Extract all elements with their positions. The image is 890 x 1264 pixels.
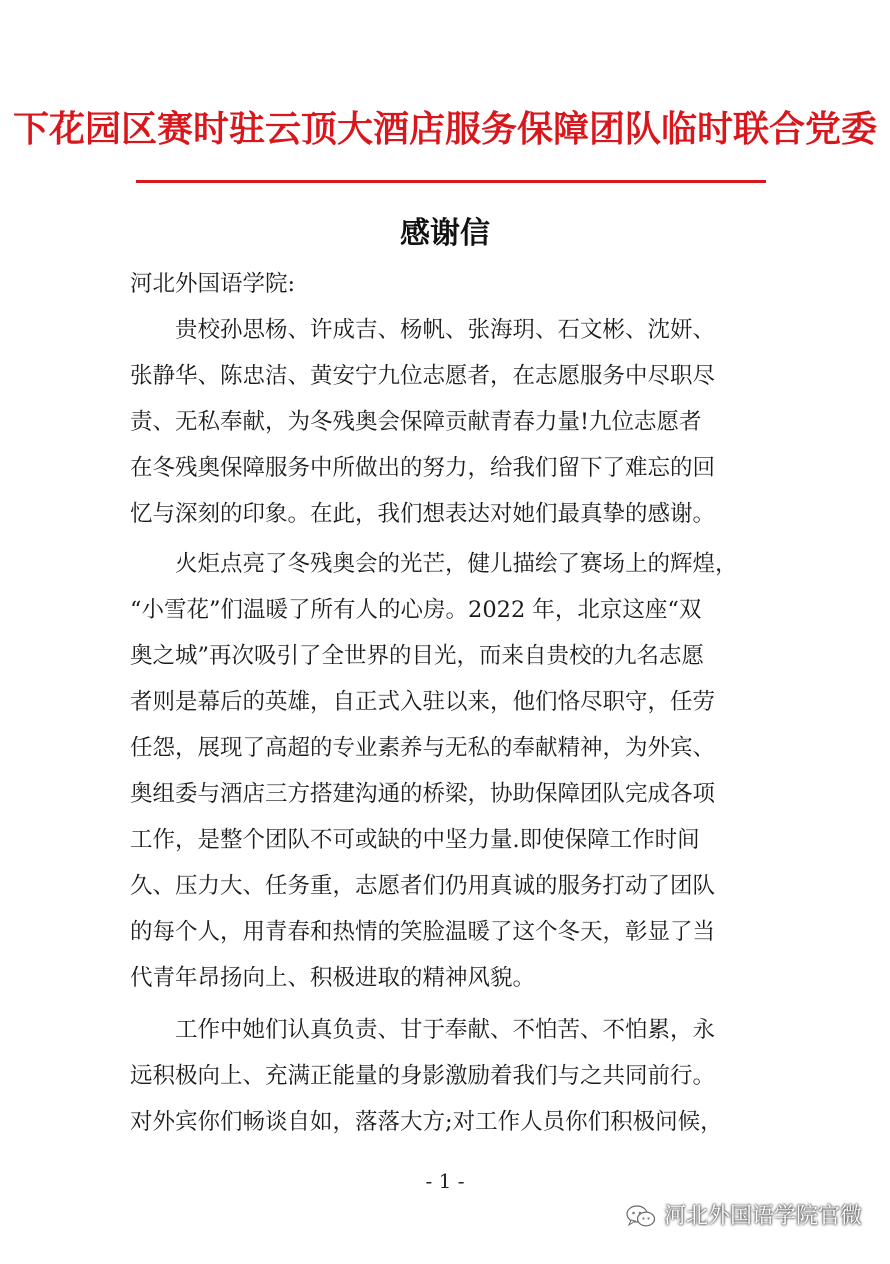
body-line: 张静华、陈忠洁、黄安宁九位志愿者，在志愿服务中尽职尽: [130, 363, 716, 389]
salutation: 河北外国语学院:: [130, 271, 296, 297]
body-line: 工作，是整个团队不可或缺的中坚力量.即使保障工作时间: [130, 827, 700, 853]
body-line: 远积极向上、充满正能量的身影激励着我们与之共同前行。: [130, 1063, 716, 1089]
header-red-rule: [136, 180, 766, 183]
body-line: 责、无私奉献，为冬残奥会保障贡献青春力量!九位志愿者: [130, 409, 702, 435]
body-line: 奥之城”再次吸引了全世界的目光，而来自贵校的九名志愿: [130, 643, 705, 669]
body-line: “小雪花”们温暖了所有人的心房。2022 年，北京这座“双: [130, 597, 702, 623]
source-watermark: [626, 1202, 862, 1232]
document-title: 感谢信: [400, 216, 490, 251]
issuing-organization-title: 下花园区赛时驻云顶大酒店服务保障团队临时联合党委: [12, 109, 877, 150]
body-line: 的每个人，用青春和热情的笑脸温暖了这个冬天，彰显了当: [130, 919, 716, 945]
body-line: 奥组委与酒店三方搭建沟通的桥梁，协助保障团队完成各项: [130, 781, 716, 807]
body-line: 任怨，展现了高超的专业素养与无私的奉献精神，为外宾、: [130, 735, 716, 761]
body-line: 对外宾你们畅谈自如，落落大方;对工作人员你们积极问候，: [130, 1109, 723, 1135]
body-line: 在冬残奥保障服务中所做出的努力，给我们留下了难忘的回: [130, 455, 716, 481]
watermark-text: 河北外国语学院官微: [663, 1204, 862, 1229]
body-line: 者则是幕后的英雄，自正式入驻以来，他们恪尽职守，任劳: [130, 689, 716, 715]
wechat-icon: [626, 1204, 656, 1230]
body-line: 久、压力大、任务重，志愿者们仍用真诚的服务打动了团队: [130, 873, 716, 899]
body-line: 工作中她们认真负责、甘于奉献、不怕苦、不怕累，永: [175, 1017, 716, 1043]
body-line: 贵校孙思杨、许成吉、杨帆、张海玥、石文彬、沈妍、: [175, 317, 716, 343]
body-line: 代青年昂扬向上、积极进取的精神风貌。: [130, 965, 536, 991]
page-number: - 1 -: [425, 1169, 465, 1193]
body-line: 火炬点亮了冬残奥会的光芒，健儿描绘了赛场上的辉煌，: [175, 551, 738, 577]
body-line: 忆与深刻的印象。在此，我们想表达对她们最真挚的感谢。: [130, 501, 716, 527]
